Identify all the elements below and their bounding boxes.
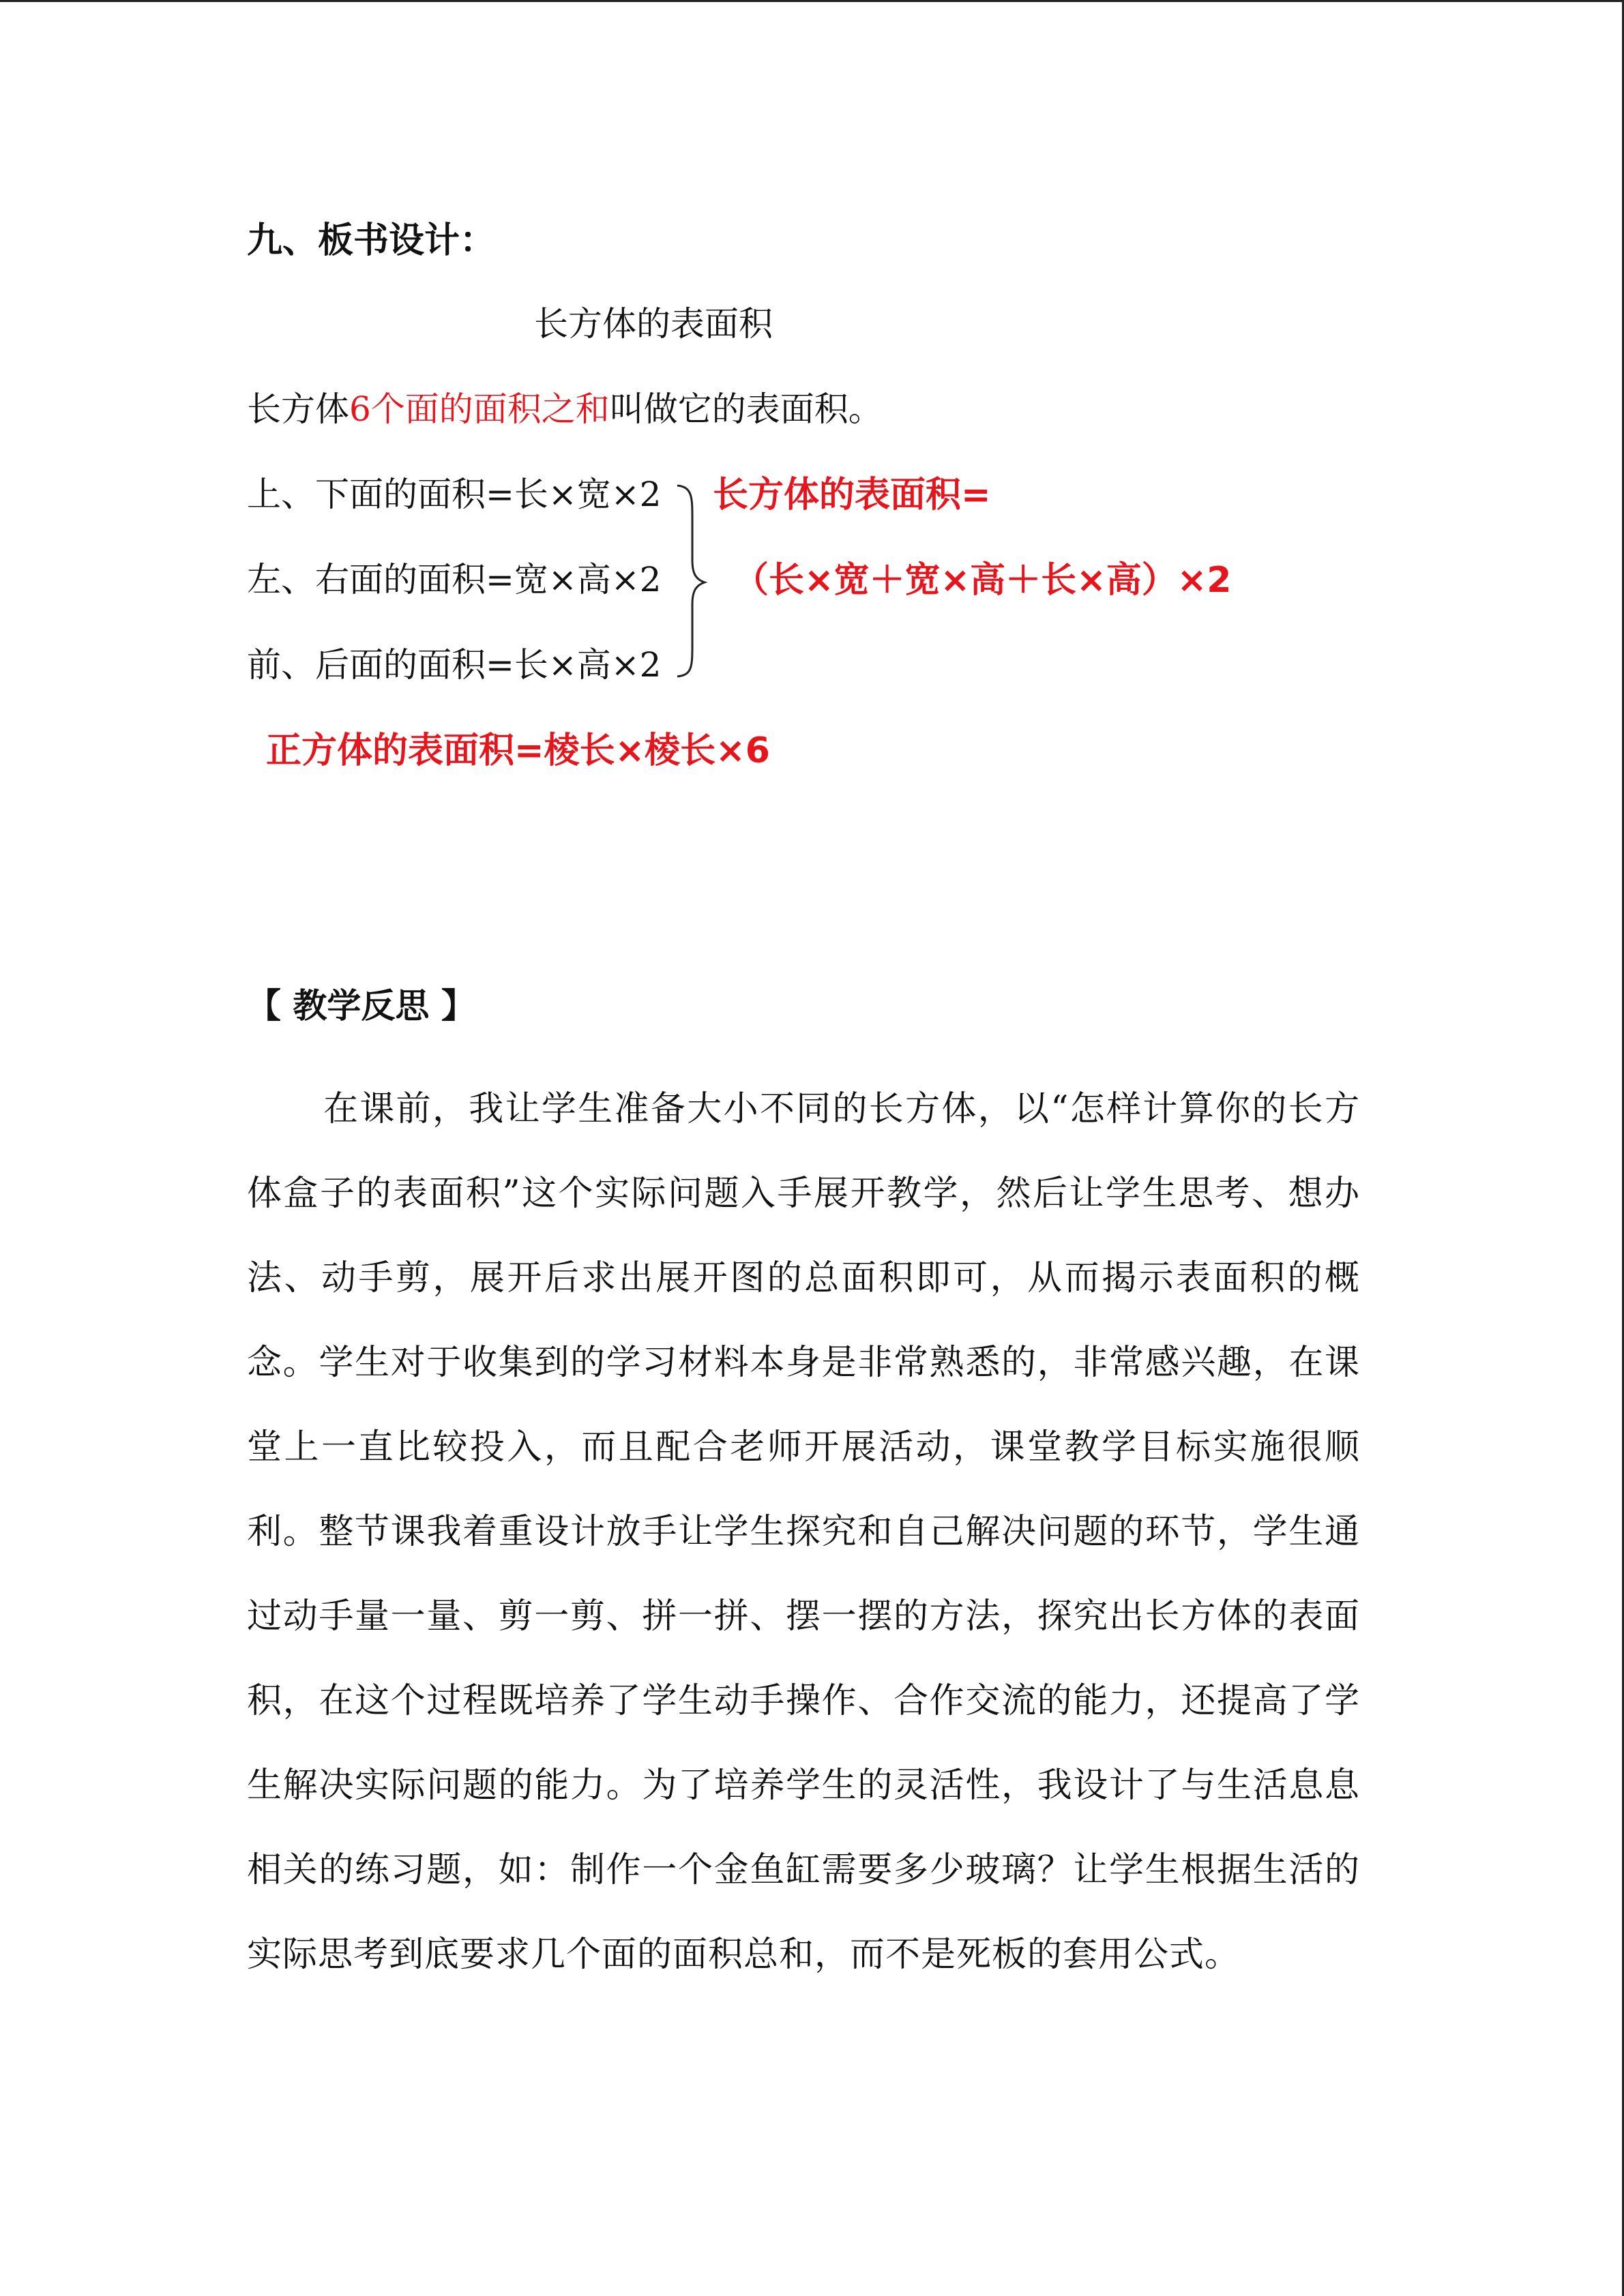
cuboid-area-formula: （长×宽＋宽×高＋长×高）×2 bbox=[733, 560, 1232, 601]
definition-line bbox=[247, 389, 883, 429]
curly-brace-icon bbox=[672, 477, 713, 682]
board-title: 长方体的表面积 bbox=[534, 304, 773, 344]
page-top-border bbox=[0, 0, 1624, 2]
cube-area-formula: 正方体的表面积=棱长×棱长×6 bbox=[266, 730, 770, 771]
definition-prefix: 长方体 bbox=[247, 389, 349, 429]
formula-front-back: 前、后面的面积=长×高×2 bbox=[247, 645, 662, 685]
formula-top-bottom: 上、下面的面积=长×宽×2 bbox=[247, 475, 662, 514]
cuboid-area-label: 长方体的表面积= bbox=[713, 475, 991, 516]
formula-left-right: 左、右面的面积=宽×高×2 bbox=[247, 560, 662, 599]
definition-highlight: 6个面的面积之和 bbox=[349, 389, 610, 429]
reflection-paragraph: 在课前，我让学生准备大小不同的长方体，以“怎样计算你的长方体盒子的表面积”这个实际问题入手展开教学，然后让学生思考、想办法、动手剪，展开后求出展开图的总面积即可，从而揭示表面积的概念。学生对于收集到的学习材料本身是非常熟悉的，非常感兴趣，在课堂上一直比较投入，而且配合老师开展活动，课堂教学目标实施很顺利。整节课我着重设计放手让学生探究和自己解决问题的环节，学生通过动手量一量、剪一剪、拼一拼、摆一摆的方法，探究出长方体的表面积，在这个过程既培养了学生动手操作、合作交流的能力，还提高了学生解决实际问题的能力。为了培养学生的灵活性，我设计了与生活息息相关的练习题，如：制作一个金鱼缸需要多少玻璃？让学生根据生活的实际思考到底要求几个面的面积总和，而不是死板的套用公式。 bbox=[247, 1089, 1360, 1975]
reflection-heading: 【 教学反思 】 bbox=[247, 986, 475, 1026]
section-heading: 九、板书设计： bbox=[247, 220, 496, 261]
definition-suffix: 叫做它的表面积。 bbox=[609, 389, 883, 429]
